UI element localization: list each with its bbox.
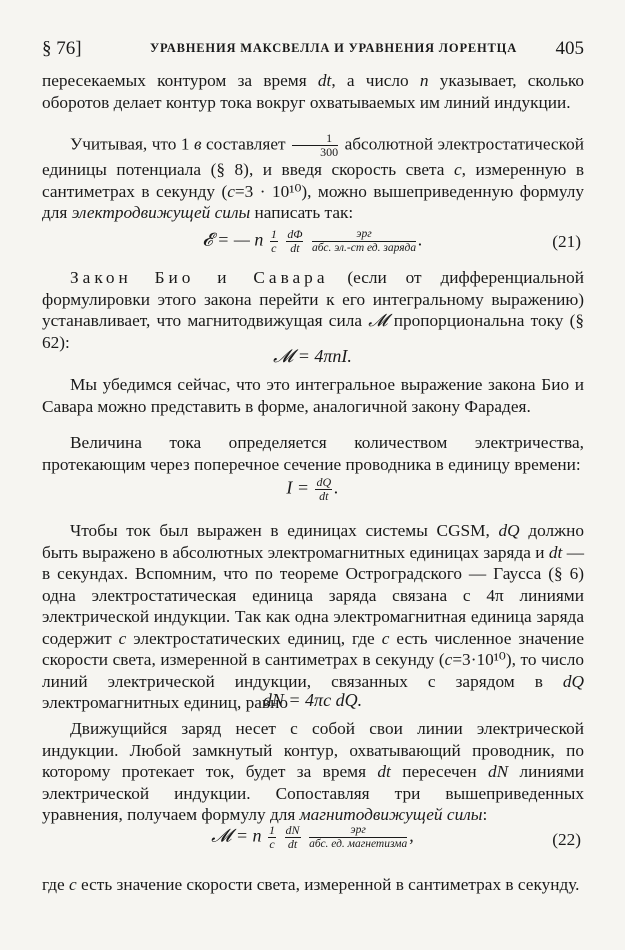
equation-21: 𝓔 = — n $\frac{1}{c}$ $\frac{d\Phi}{dt}$ $\frac{\text{эрг}}{\text{абс. эл.-ст ед. заряда}}$ . bbox=[202, 227, 423, 255]
equation-mmf: 𝓜 = 4πnI. bbox=[273, 346, 352, 366]
equation-22: 𝓜 = n $\frac{1}{c}$ $\frac{dN}{dt}$ $\frac{\text{эрг}}{\text{абс. ед. магнетизма}}$ , bbox=[211, 823, 414, 851]
paragraph-3: Закон Био и Савара (если от дифференциальной формулировки этого закона перейти к его интегральному выражению) устанавливает, что магнитодвижущая сила 𝓜 пропорциональна току (§ 62): bbox=[42, 268, 584, 352]
fraction-1-300: $\frac{1}{300}$ bbox=[292, 132, 338, 159]
paragraph-5: Величина тока определяется количеством электричества, протекающим через поперечное сечение проводника в единицу времени: bbox=[42, 433, 584, 474]
equation-number-22: (22) bbox=[552, 830, 581, 849]
paragraph-6: Чтобы ток был выражен в единицах системы CGSM, dQ должно быть выражено в абсолютных электромагнитных единицах заряда и dt — в секундах. Вспомним, что по теореме Остроградского — Гаусса (§ 6) одна электростатическая единица заряда связана с 4π линиями электрической индукции. Так как одна электромагнитная единица заряда содержит c электростатических единиц, где c есть численное значение скорости света, измеренной в сантиметрах в секунду (c=3·10¹⁰), то число линий электрической индукции, связанных с зарядом в dQ электромагнитных единиц, равно bbox=[42, 521, 585, 712]
paragraph-2: Учитывая, что 1 в составляет $\frac{1}{300}$ абсолютной электростатической единицы потенциала (§ 8), и введя скорость света c, измеренную в сантиметрах в секунду (c=3 · 10¹⁰), можно вышеприведенную формулу для электродвижущей силы написать так: bbox=[42, 131, 584, 222]
equation-number-21: (21) bbox=[552, 232, 581, 251]
running-title: УРАВНЕНИЯ МАКСВЕЛЛА И УРАВНЕНИЯ ЛОРЕНТЦА bbox=[150, 41, 518, 55]
equation-dn: dN = 4πc dQ. bbox=[262, 690, 363, 710]
paragraph-1: пересекаемых контуром за время dt, а число n указывает, сколько оборотов делает контур тока вокруг охватываемых им линий индукции. bbox=[42, 71, 585, 112]
section-ref: § 76] bbox=[42, 38, 82, 59]
paragraph-4: Мы убедимся сейчас, что это интегральное выражение закона Био и Савара можно представить в форме, аналогичной закону Фарадея. bbox=[42, 375, 584, 416]
equation-current: I = $\frac{dQ}{dt}$ . bbox=[286, 475, 339, 503]
page-number: 405 bbox=[555, 38, 584, 59]
paragraph-8: где c есть значение скорости света, измеренной в сантиметрах в секунду. bbox=[42, 875, 580, 894]
running-header bbox=[42, 38, 584, 60]
paragraph-7: Движущийся заряд несет с собой свои линии электрической индукции. Любой замкнутый контур, охватывающий проводник, по которому протекает ток, будет за время dt пересечен dN линиями электрической индукции. Сопоставляя три вышеприведенных уравнения, получаем формулу для магнитодвижущей силы: bbox=[42, 719, 585, 824]
